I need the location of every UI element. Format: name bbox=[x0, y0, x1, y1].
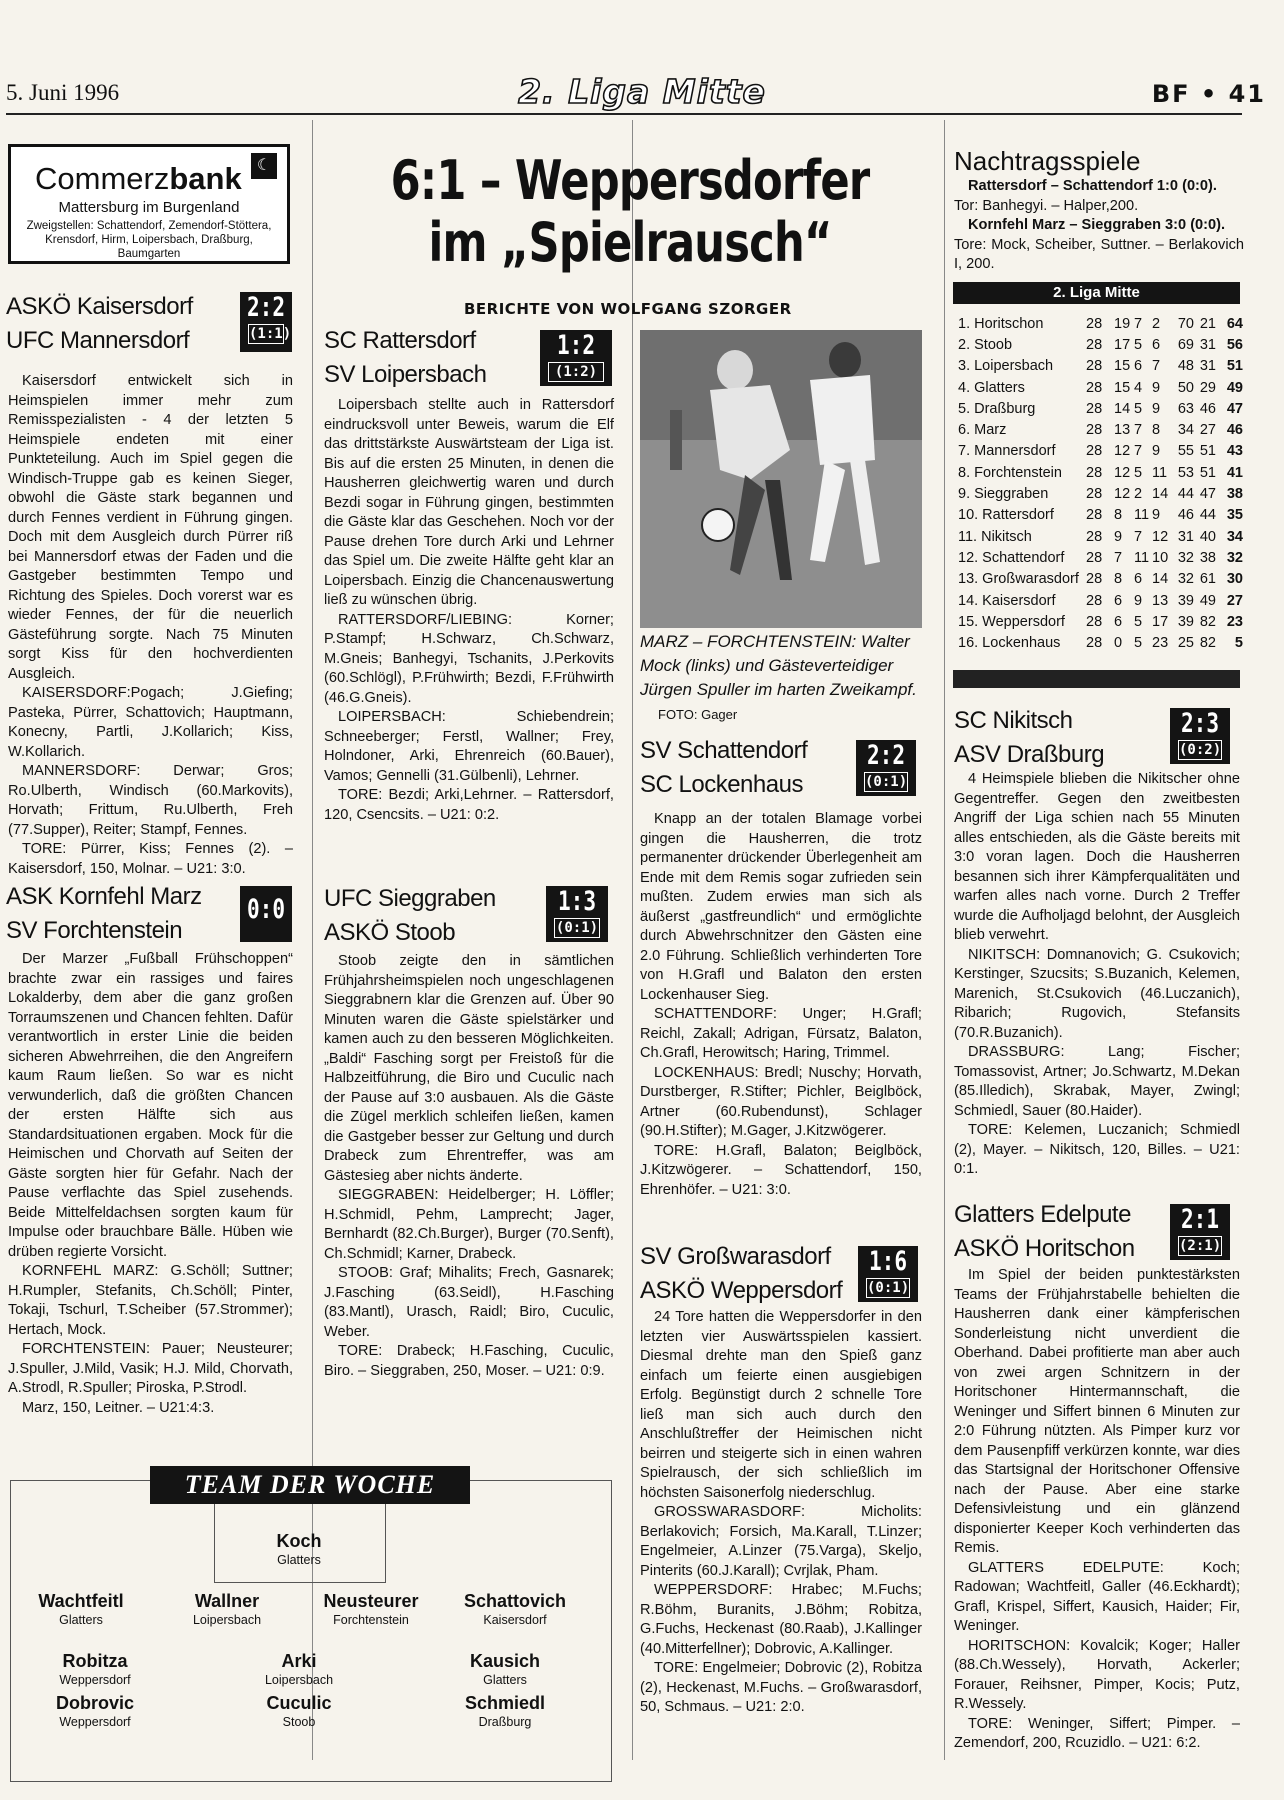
tw-player: Wachtfeitl Glatters bbox=[38, 1591, 124, 1627]
match-report: Der Marzer „Fußball Frühschoppen“ brachte zwar ein rassiges und faires Lokalderby, dem aber die ganz großen Torraumszenen und Chancen fehlten. Dafür verantwortlich in erster Linie die beiden sicheren Abwehrreihen, die den Angreifern kaum Raum ließen. So war es nicht verwunderlich, daß die größten Chancen der ersten Hälfte sich aus Standardsituationen ergaben. Mock für die Heimischen und Chorvath auf Seiten der Gäste sorgten hier für Gefahr. Nach der Pause verflachte das Spiel zusehends. Beide Mittelfeldachsen sorgten kaum für Impulse oder brauchbare Bälle. Hüben wie drüben regierte Vorsicht. KORNFEHL MARZ: G.Schöll; Suttner; H.Rumpler, Stefanits, Ch.Schöll; Pinter, Tokaji, Tschurl, T.Scheiber (57.Strommer); Hertach, Mock. FORCHTENSTEIN: Pauer; Neusteurer; J.Spuller, J.Mild, Vasik; H.J. Mild, Chorvath, A.Strodl, R.Spuller; Piroska, P.Strodl. Marz, 150, Leitner. – U21:4:3. bbox=[8, 951, 293, 1416]
table-cell: 47 bbox=[1199, 486, 1216, 503]
table-cell: 6. Marz bbox=[958, 422, 1007, 439]
table-cell: 1. Horitschon bbox=[958, 315, 1044, 332]
table-cell: 34 bbox=[1177, 422, 1194, 439]
table-cell: 56 bbox=[1226, 336, 1243, 353]
nachtrag-section: Nachtragsspiele Rattersdorf – Schattendorf 1:0 (0:0). Tor: Banhegyi. – Halper,200. Kornfehl Marz – Sieggraben 3:0 (0:0). Tore: Mock, Scheiber, Suttner. – Berlakovich I, 200. bbox=[954, 146, 1244, 272]
table-cell: 16. Lockenhaus bbox=[958, 635, 1061, 652]
section-title: 2. Liga Mitte bbox=[518, 72, 766, 111]
table-cell: 5 bbox=[1134, 635, 1143, 652]
table-cell: 9 bbox=[1152, 400, 1161, 417]
table-cell: 28 bbox=[1086, 315, 1103, 332]
table-cell: 49 bbox=[1226, 379, 1243, 396]
match-score: 1:3 (0:1) bbox=[546, 886, 608, 942]
table-cell: 28 bbox=[1086, 379, 1103, 396]
table-cell: 6 bbox=[1114, 613, 1123, 630]
table-cell: 28 bbox=[1086, 592, 1103, 609]
main-headline: 6:1 – Weppersdorfer im „Spielrausch“ bbox=[390, 149, 870, 274]
match-teams: ASK Kornfehl Marz SV Forchtenstein bbox=[6, 883, 202, 944]
table-cell: 27 bbox=[1226, 592, 1243, 609]
ad-location: Mattersburg im Burgenland bbox=[58, 199, 240, 216]
commerzbank-ad bbox=[8, 144, 290, 264]
table-cell: 7 bbox=[1134, 443, 1143, 460]
table-cell: 38 bbox=[1199, 549, 1216, 566]
column-divider bbox=[944, 120, 945, 1760]
table-cell: 43 bbox=[1226, 443, 1243, 460]
table-cell: 21 bbox=[1199, 315, 1216, 332]
table-cell: 8 bbox=[1114, 507, 1123, 524]
table-cell: 7 bbox=[1152, 358, 1161, 375]
table-cell: 39 bbox=[1177, 613, 1194, 630]
table-cell: 44 bbox=[1177, 486, 1194, 503]
table-cell: 6 bbox=[1134, 358, 1143, 375]
table-row bbox=[958, 526, 1243, 547]
table-row bbox=[958, 398, 1243, 419]
table-cell: 6 bbox=[1114, 592, 1123, 609]
tw-player: Schattovich Kaisersdorf bbox=[463, 1591, 567, 1627]
table-cell: 82 bbox=[1199, 613, 1216, 630]
table-cell: 32 bbox=[1177, 571, 1194, 588]
table-cell: 44 bbox=[1199, 507, 1216, 524]
match-score: 0:0 bbox=[240, 886, 292, 942]
table-cell: 14. Kaisersdorf bbox=[958, 592, 1056, 609]
table-cell: 11 bbox=[1134, 549, 1150, 566]
tw-player: Arki Loipersbach bbox=[264, 1651, 334, 1687]
table-cell: 23 bbox=[1226, 613, 1243, 630]
table-cell: 7 bbox=[1114, 549, 1123, 566]
table-cell: 19 bbox=[1114, 315, 1131, 332]
table-cell: 4 bbox=[1134, 379, 1143, 396]
table-cell: 5 bbox=[1134, 464, 1143, 481]
table-row bbox=[958, 611, 1243, 632]
match-teams: SV Schattendorf SC Lockenhaus bbox=[640, 737, 808, 798]
table-row bbox=[958, 419, 1243, 440]
table-cell: 31 bbox=[1199, 336, 1216, 353]
table-cell: 55 bbox=[1177, 443, 1194, 460]
table-row bbox=[958, 547, 1243, 568]
table-cell: 6 bbox=[1152, 336, 1161, 353]
tw-player: Wallner Loipersbach bbox=[192, 1591, 262, 1627]
column-divider bbox=[632, 120, 633, 1760]
table-cell: 14 bbox=[1152, 486, 1169, 503]
table-cell: 8 bbox=[1152, 422, 1161, 439]
table-cell: 9 bbox=[1152, 507, 1161, 524]
match-report: Kaisersdorf entwickelt sich in Heimspielen immer mehr zum Remisspezialisten - 4 der letzten 5 Heimspiele endeten mit einer Punkteteilung. Auch im Spiel gegen die Windisch-Truppe gab es keinen Sieger, obwohl die Gäste stark begannen und durch Fennes verdient in Führung gingen. Doch mit dem Ausgleich durch Pürrer riß bei Mannersdorf etwas der Faden und die Gastgeber bestimmten Tempo und Richtung des Spieles. Doch vorerst war es wieder Fennes, der für die neuerlich Gästeführung sorgte. Nach 75 Minuten sorgt Kiss für den hochverdienten Ausgleich. KAISERSDORF:Pogach; J.Giefing; Pasteka, Pürrer, Schattovich; Hauptmann, Konecny, Partli, J.Kollarich; Kiss, W.Kollarich. MANNERSDORF: Derwar; Gros; Ro.Ulberth, Windisch (60.Markovits), Horvath; Frittum, Ru.Ulberth, Freh (77.Supper), Reiter; Stampf, Fennes. TORE: Pürrer, Kiss; Fennes (2). – Kaisersdorf, 150, Molnar. – U21: 3:0. bbox=[8, 373, 293, 877]
bank-logo-icon: ☾ bbox=[251, 153, 277, 179]
players-photo-image bbox=[640, 330, 922, 628]
match-score: 1:2 (1:2) bbox=[540, 330, 612, 386]
table-cell: 9 bbox=[1134, 592, 1143, 609]
table-cell: 61 bbox=[1199, 571, 1216, 588]
table-cell: 28 bbox=[1086, 422, 1103, 439]
table-cell: 34 bbox=[1226, 528, 1243, 545]
table-cell: 40 bbox=[1199, 528, 1216, 545]
league-table bbox=[958, 313, 1243, 654]
byline: BERICHTE VON WOLFGANG SZORGER bbox=[464, 300, 792, 318]
table-cell: 10 bbox=[1152, 549, 1169, 566]
table-cell: 31 bbox=[1177, 528, 1194, 545]
table-cell: 28 bbox=[1086, 528, 1103, 545]
table-cell: 9 bbox=[1152, 443, 1161, 460]
table-cell: 50 bbox=[1177, 379, 1194, 396]
match-score: 1:6 (0:1) bbox=[858, 1246, 918, 1302]
table-cell: 13. Großwarasdorf bbox=[958, 571, 1079, 588]
table-cell: 53 bbox=[1177, 464, 1194, 481]
match-report: Knapp an der totalen Blamage vorbei gingen die Hausherren, die trotz permanenter drückender Überlegenheit am Ende mit dem Remis sogar zufrieden sein mußten. Zudem erwies man sich als äußerst „gastfreundlich“ und ermöglichte durch Abwehrschnitzer den Gästen eine 2.0 Führung. Schließlich verhinderten Tore von H.Grafl und Balaton den ersten Lockenhauser Sieg. SCHATTENDORF: Unger; H.Grafl; Reichl, Zakall; Adrigan, Fürsatz, Balaton, Ch.Grafl, Herowitsch; Haring, Trimmel. LOCKENHAUS: Bredl; Nuschy; Horvath, Durstberger, R.Stifter; Pichler, Beiglböck, Artner (60.Rubendunst), Schlager (90.H.Stifter); M.Gager, J.Kitzwögerer. TORE: H.Grafl, Balaton; Beiglböck, J.Kitzwögerer. – Schattendorf, 150, Ehrenhöfer. – U21: 3:0. bbox=[640, 811, 922, 1198]
table-cell: 70 bbox=[1177, 315, 1194, 332]
photo-caption: MARZ – FORCHTENSTEIN: Walter Mock (links) und Gästeverteidiger Jürgen Spuller im harten Zweikampf. FOTO: Gager bbox=[640, 632, 917, 722]
table-cell: 12 bbox=[1114, 464, 1131, 481]
table-cell: 14 bbox=[1114, 400, 1131, 417]
table-cell: 46 bbox=[1199, 400, 1216, 417]
match-teams: SC Rattersdorf SV Loipersbach bbox=[324, 327, 487, 388]
table-cell: 2 bbox=[1152, 315, 1161, 332]
match-teams: UFC Sieggraben ASKÖ Stoob bbox=[324, 885, 496, 946]
table-cell: 28 bbox=[1086, 336, 1103, 353]
table-row bbox=[958, 505, 1243, 526]
table-cell: 69 bbox=[1177, 336, 1194, 353]
tw-player: Koch Glatters bbox=[276, 1531, 322, 1567]
table-row bbox=[958, 590, 1243, 611]
table-row bbox=[958, 632, 1243, 653]
table-cell: 64 bbox=[1226, 315, 1243, 332]
match-report: 4 Heimspiele blieben die Nikitscher ohne Gegentreffer. Gegen den zweitbesten Angriff der Liga schien nach 55 Minuten alles entschieden, als die Gäste bereits mit 3:0 voran lagen. Doch die Hausherren besannen sich ihrer Kämpferqualitäten und warfen alles nach vorne. Durch 2 Treffer wurde die Aufholjagd belohnt, der Ausgleich blieb verwehrt. NIKITSCH: Domnanovich; G. Csukovich; Kerstinger, Szucsits; S.Buzanich, Kelemen, Marenich, St.Csukovich (46.Luczanich), Ribarich; Rugovich, Stefansits (70.R.Buzanich). DRASSBURG: Lang; Fischer; Tomassovist, Artner; Jo.Schwartz, M.Dekan (85.Illedich), Skrabak, Mayer, Zwingl; Schmiedl, Sauer (80.Haider). TORE: Kelemen, Luczanich; Schmiedl (2), Mayer. – Nikitsch, 120, Billes. – U21: 0:1. bbox=[954, 771, 1240, 1177]
table-cell: 38 bbox=[1226, 486, 1243, 503]
match-score: 2:2 (0:1) bbox=[856, 740, 916, 796]
table-cell: 9 bbox=[1152, 379, 1161, 396]
table-cell: 32 bbox=[1226, 549, 1243, 566]
match-score: 2:1 (2:1) bbox=[1170, 1204, 1230, 1260]
table-cell: 28 bbox=[1086, 549, 1103, 566]
photo-credit: FOTO: Gager bbox=[658, 707, 738, 722]
table-cell: 28 bbox=[1086, 507, 1103, 524]
table-cell: 11 bbox=[1152, 464, 1168, 481]
table-cell: 63 bbox=[1177, 400, 1194, 417]
table-row bbox=[958, 313, 1243, 334]
tw-player: Kausich Glatters bbox=[469, 1651, 541, 1687]
table-cell: 28 bbox=[1086, 571, 1103, 588]
tw-player: Robitza Weppersdorf bbox=[59, 1651, 131, 1687]
table-cell: 7 bbox=[1134, 528, 1143, 545]
tw-player: Dobrovic Weppersdorf bbox=[55, 1693, 134, 1729]
table-cell: 5 bbox=[1134, 336, 1143, 353]
tw-player: Neusteurer Forchtenstein bbox=[323, 1591, 419, 1627]
table-cell: 25 bbox=[1177, 635, 1194, 652]
table-cell: 15 bbox=[1114, 358, 1131, 375]
table-cell: 12 bbox=[1114, 443, 1131, 460]
table-cell: 2 bbox=[1134, 486, 1143, 503]
table-cell: 0 bbox=[1114, 635, 1123, 652]
table-cell: 2. Stoob bbox=[958, 336, 1013, 353]
table-cell: 35 bbox=[1226, 507, 1243, 524]
match-teams: SC Nikitsch ASV Draßburg bbox=[954, 707, 1105, 768]
table-cell: 82 bbox=[1199, 635, 1216, 652]
match-report: 24 Tore hatten die Weppersdorfer in den letzten vier Auswärtsspielen kassiert. Diesmal drehte man den Spieß ganz einfach um feierte einen ausgiebigen Erfolg. Begünstigt durch 2 schnelle Tore ließ man sich auch durch den Anschlußtreffer der Heimischen nicht beirren und steigerte sich in einen wahren Spielrausch, der sich schließlich im höchsten Saisonerfolg niederschlug. GROSSWARASDORF: Micholits: Berlakovich; Forsich, Ma.Karall, T.Linzer; Engelmeier, A.Linzer (75.Varga), Skeljo, Pinterits (60.J.Karall); Cvrjlak, Pham. WEPPERSDORF: Hrabec; M.Fuchs; R.Böhm, Buranits, J.Böhm; Robitza, G.Fuchs, Heckenast (80.Raab), J.Kallinger (40.Mitterfellner); Dobrovic, A.Kallinger. TORE: Engelmeier; Dobrovic (2), Robitza (2), Heckenast, M.Fuchs. – Großwarasdorf, 50, Schmaus. – U21: 2:0. bbox=[640, 1309, 922, 1715]
table-cell: 5. Draßburg bbox=[958, 400, 1036, 417]
tw-player: Schmiedl Draßburg bbox=[464, 1693, 546, 1729]
page-number: BF • 41 bbox=[1151, 80, 1266, 108]
table-cell: 51 bbox=[1226, 358, 1243, 375]
table-row bbox=[958, 377, 1243, 398]
table-row bbox=[958, 334, 1243, 355]
table-row bbox=[958, 569, 1243, 590]
table-cell: 39 bbox=[1177, 592, 1194, 609]
table-cell: 28 bbox=[1086, 464, 1103, 481]
table-cell: 6 bbox=[1134, 571, 1143, 588]
table-cell: 14 bbox=[1152, 571, 1169, 588]
table-cell: 51 bbox=[1199, 443, 1216, 460]
table-cell: 9 bbox=[1114, 528, 1123, 545]
match-report: Stoob zeigte den in sämtlichen Frühjahrsheimspielen noch ungeschlagenen Sieggrabnern klar die Grenzen auf. Über 90 Minuten waren die Gäste spielstärker und kamen auch zu den besseren Möglichkeiten. „Baldi“ Fasching sorgt per Freistoß für die Halbzeitführung, die Biro und Cuculic nach der Pause auf 3:0 ausbauen. Als die Gäste die Zügel merklich schleifen ließen, kamen die Gastgeber besser zur Geltung und durch Drabeck zum Ehrentreffer, was am Gästesieg aber nichts änderte. SIEGGRABEN: Heidelberger; H. Löffler; H.Schmidl, Pehm, Lamprecht; Jager, Bernhardt (82.Ch.Burger), Burger (70.Senft), Ch.Schmidl; Karner, Drabeck. STOOB: Graf; Mihalits; Frech, Gasnarek; J.Fasching (63.Seidl), H.Fasching (83.Mantl), Urasch, Raidl; Biro, Cuculic, Weber. TORE: Drabeck; H.Fasching, Cuculic, Biro. – Sieggraben, 250, Moser. – U21: 0:9. bbox=[324, 953, 614, 1379]
issue-date: 5. Juni 1996 bbox=[6, 80, 120, 105]
table-cell: 51 bbox=[1199, 464, 1216, 481]
table-cell: 15 bbox=[1114, 379, 1131, 396]
table-cell: 28 bbox=[1086, 613, 1103, 630]
table-title: 2. Liga Mitte bbox=[953, 282, 1240, 304]
match-score: 2:3 (0:2) bbox=[1170, 708, 1230, 764]
table-cell: 28 bbox=[1086, 635, 1103, 652]
table-cell: 13 bbox=[1114, 422, 1131, 439]
table-cell: 48 bbox=[1177, 358, 1194, 375]
table-cell: 9. Sieggraben bbox=[958, 486, 1049, 503]
match-report: Im Spiel der beiden punktestärksten Teams der Frühjahrstabelle behielten die Hausherren dank einer kämpferischen Sonderleistung nicht unverdient die Oberhand. Dabei profitierte man aber auch von zwei argen Schnitzern in der Horitschoner Hintermannschaft, die Weninger und Siffert binnen 6 Minuten zur 2:0 Führung nützten. Als Pimper kurz vor dem Pausenpfiff verkürzen konnte, war dies das Startsignal der Horitschoner Offensive nach der Pause. Aber eine starke Defensivleistung und ein glänzend disponierter Keeper Koch verhinderten das Remis. GLATTERS EDELPUTE: Koch; Radowan; Wachtfeitl, Galler (46.Eckhardt); Grafl, Krispel, Siffert, Kausich, Haider; Fir, Weninger. HORITSCHON: Kovalcik; Koger; Haller (88.Ch.Wessely), Horvath, Ackerler; Forauer, Reihsner, Pimper, Kocis; Putz, R.Wessely. TORE: Weninger, Siffert; Pimper. – Zemendorf, 200, Rcuzidlo. – U21: 6:2. bbox=[954, 1267, 1240, 1751]
table-cell: 5 bbox=[1134, 613, 1143, 630]
table-cell: 11 bbox=[1134, 507, 1150, 524]
table-cell: 3. Loipersbach bbox=[958, 358, 1054, 375]
table-cell: 28 bbox=[1086, 443, 1103, 460]
match-teams: Glatters Edelpute ASKÖ Horitschon bbox=[954, 1201, 1135, 1262]
table-cell: 46 bbox=[1226, 422, 1243, 439]
table-cell: 28 bbox=[1086, 400, 1103, 417]
table-row bbox=[958, 483, 1243, 504]
table-cell: 31 bbox=[1199, 358, 1216, 375]
ad-brand: Commerzbank bbox=[35, 161, 242, 196]
table-cell: 27 bbox=[1199, 422, 1216, 439]
table-cell: 7 bbox=[1134, 315, 1143, 332]
table-cell: 32 bbox=[1177, 549, 1194, 566]
table-cell: 30 bbox=[1226, 571, 1243, 588]
table-cell: 12 bbox=[1114, 486, 1131, 503]
table-cell: 7 bbox=[1134, 422, 1143, 439]
tw-player: Cuculic Stoob bbox=[266, 1693, 332, 1729]
table-cell: 12 bbox=[1152, 528, 1169, 545]
table-cell: 46 bbox=[1177, 507, 1194, 524]
table-cell: 15. Weppersdorf bbox=[958, 613, 1065, 630]
nachtrag-title: Nachtragsspiele bbox=[954, 146, 1141, 176]
table-cell: 28 bbox=[1086, 486, 1103, 503]
match-score: 2:2 (1:1) bbox=[240, 292, 292, 352]
table-cell: 13 bbox=[1152, 592, 1169, 609]
match-report: Loipersbach stellte auch in Rattersdorf eindrucksvoll unter Beweis, warum die Elf das drittstärkste Auswärtsteam der Liga ist. Bis auf die ersten 25 Minuten, in denen die Hausherren gleichwertig waren und durch Bezdi sogar in Führung gingen, bestimmten die Gäste klar das Geschehen. Noch vor der Pause drehen Tore durch Arki und Lehrner das Spiel um. Die zweite Hälfte geht klar an Loipersbach. Einzig die Chancenauswertung ließ zu wünschen übrig. RATTERSDORF/LIEBING: Korner; P.Stampf; H.Schwarz, Ch.Schwarz, M.Gneis; Banhegyi, Tschanits, J.Perkovits (60.Schlögl), P.Frühwirth; Bezdi, F.Frühwirth (46.G.Gneis). LOIPERSBACH: Schiebendrein; Schneeberger; Ferstl, Wallner; Frey, Holndoner, Arki, Ehrenreich (60.Bauer), Vamos; Gennelli (31.Gülbenli), Lehrner. TORE: Bezdi; Arki,Lehrner. – Rattersdorf, 120, Csencsits. – U21: 0:2. bbox=[324, 397, 614, 823]
ad-branches: Zweigstellen: Schattendorf, Zemendorf-Stöttera, Krensdorf, Hirm, Loipersbach, Draßburg, Baumgarten bbox=[26, 220, 272, 260]
table-cell: 17 bbox=[1152, 613, 1169, 630]
match-teams: ASKÖ Kaisersdorf UFC Mannersdorf bbox=[6, 293, 193, 354]
match-photo bbox=[640, 330, 922, 628]
table-cell: 28 bbox=[1086, 358, 1103, 375]
table-cell: 12. Schattendorf bbox=[958, 549, 1065, 566]
team-of-week-title: TEAM DER WOCHE bbox=[150, 1466, 470, 1504]
table-row bbox=[958, 356, 1243, 377]
table-cell: 8. Forchtenstein bbox=[958, 464, 1062, 481]
table-row bbox=[958, 462, 1243, 483]
table-cell: 41 bbox=[1226, 464, 1243, 481]
table-row bbox=[958, 441, 1243, 462]
table-cell: 23 bbox=[1152, 635, 1169, 652]
table-cell: 5 bbox=[1234, 635, 1243, 652]
table-cell: 11. Nikitsch bbox=[958, 528, 1032, 545]
table-cell: 5 bbox=[1134, 400, 1143, 417]
separator-bar bbox=[953, 670, 1240, 688]
table-cell: 10. Rattersdorf bbox=[958, 507, 1054, 524]
match-teams: SV Großwarasdorf ASKÖ Weppersdorf bbox=[640, 1243, 843, 1304]
table-cell: 29 bbox=[1199, 379, 1216, 396]
table-cell: 49 bbox=[1199, 592, 1216, 609]
table-cell: 8 bbox=[1114, 571, 1123, 588]
table-cell: 47 bbox=[1226, 400, 1243, 417]
table-cell: 17 bbox=[1114, 336, 1131, 353]
header-rule bbox=[6, 113, 1242, 115]
table-cell: 7. Mannersdorf bbox=[958, 443, 1056, 460]
table-cell: 4. Glatters bbox=[958, 379, 1025, 396]
